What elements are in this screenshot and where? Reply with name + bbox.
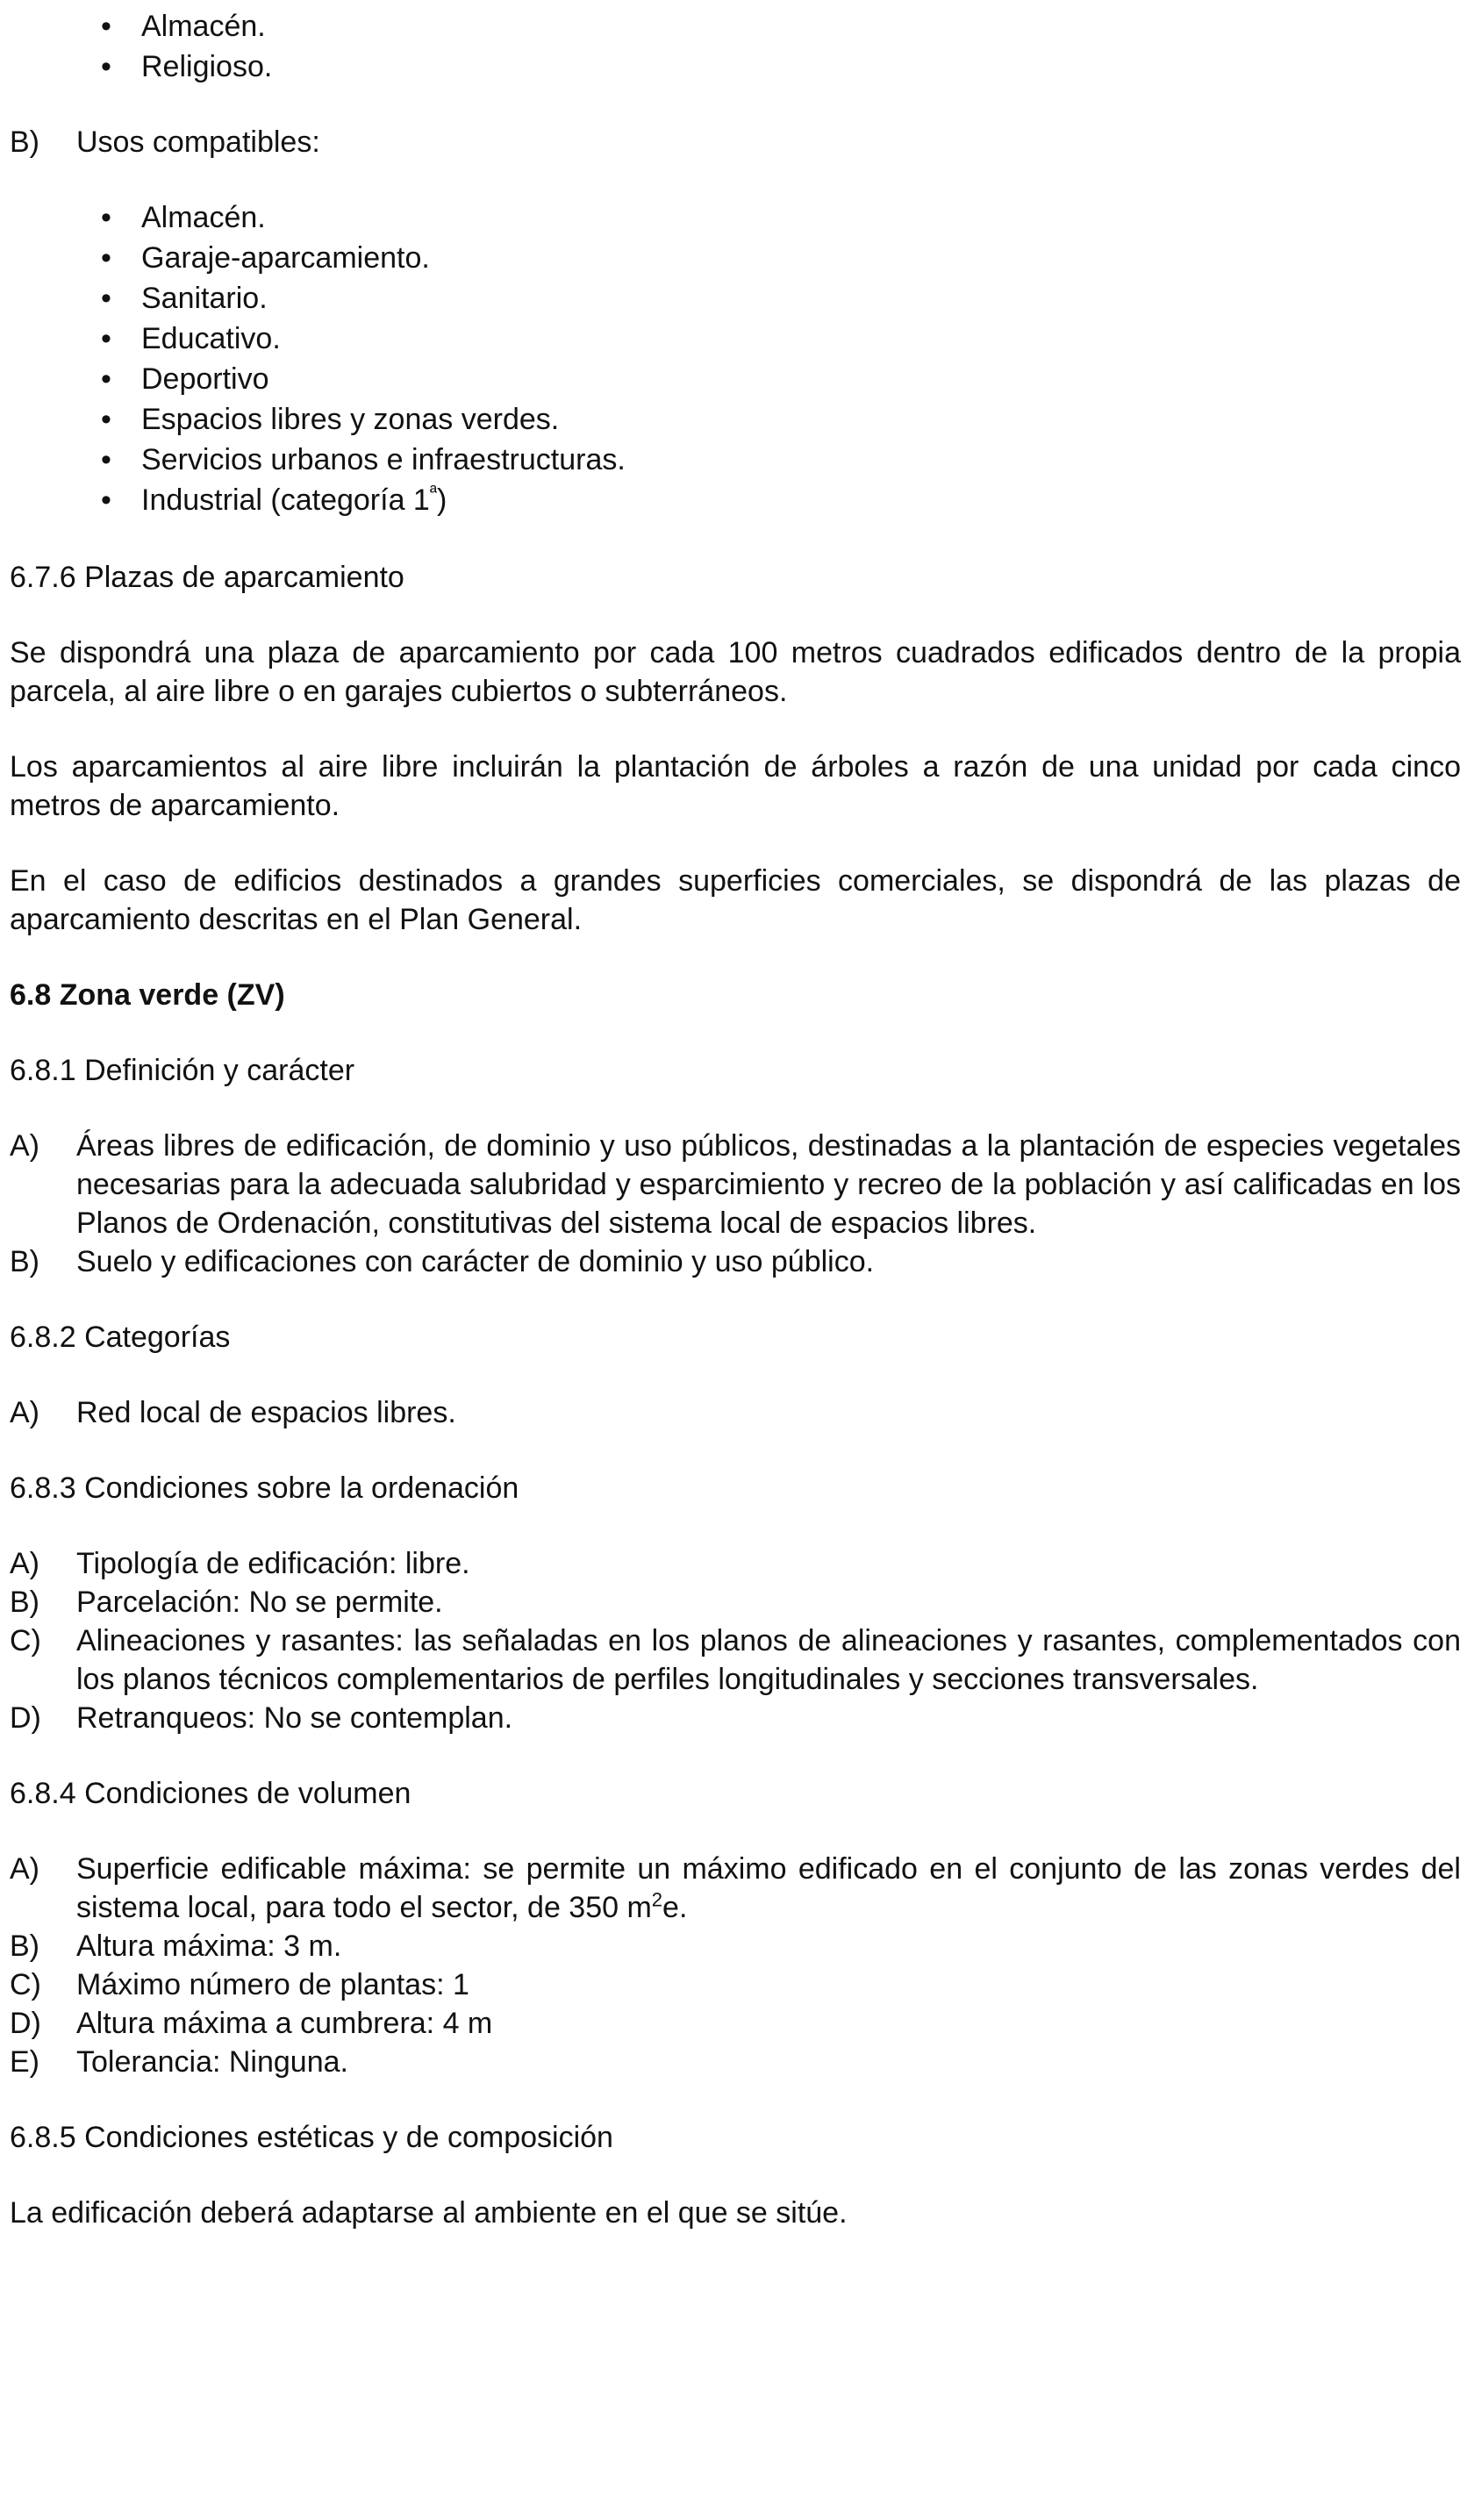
list-item — [10, 279, 1461, 319]
item-key: B) — [10, 125, 39, 159]
item-text-prefix: Superficie edificable máxima: se permite un máximo edificado en el conjunto de las zonas verdes del sistema local, para todo el sector, de 350 m — [76, 1852, 1461, 1924]
item-text: Retranqueos: No se contemplan. — [76, 1701, 513, 1735]
list-item-text: Almacén. — [141, 10, 266, 43]
item-key: A) — [10, 1129, 39, 1163]
lettered-item — [10, 1699, 1461, 1737]
list-item — [10, 7, 1461, 47]
paragraph: En el caso de edificios destinados a grandes superficies comerciales, se dispondrá de las plazas de aparcamiento descritas en el Plan General. — [10, 864, 1461, 936]
bullet-icon: • — [101, 443, 111, 476]
bullet-icon: • — [101, 10, 111, 43]
item-text: Alineaciones y rasantes: las señaladas en los planos de alineaciones y rasantes, complementados con los planos técnicos complementarios de perfiles longitudinales y secciones transversales. — [76, 1624, 1461, 1696]
item-text: Tipología de edificación: libre. — [76, 1547, 470, 1580]
usos-compatibles-label — [10, 123, 1461, 161]
item-key: A) — [10, 1396, 39, 1429]
lettered-item — [10, 1393, 1461, 1432]
list-item-text: Garaje-aparcamiento. — [141, 241, 430, 275]
item-key: B) — [10, 1245, 39, 1278]
paragraph: La edificación deberá adaptarse al ambiente en el que se sitúe. — [10, 2196, 848, 2230]
document-page — [10, 7, 1461, 2232]
item-key: D) — [10, 1701, 41, 1735]
item-text-suffix: e. — [662, 1891, 688, 1924]
list-item-text — [141, 483, 447, 517]
list-item — [10, 400, 1461, 440]
lettered-list-6-8-4 — [10, 1850, 1461, 2081]
list-item — [10, 239, 1461, 279]
item-key: A) — [10, 1852, 39, 1886]
item-text: Altura máxima: 3 m. — [76, 1929, 342, 1963]
paragraph: Los aparcamientos al aire libre incluirán la plantación de árboles a razón de una unidad por cada cinco metros de aparcamiento. — [10, 750, 1461, 822]
section-heading-6-8: 6.8 Zona verde (ZV) — [10, 978, 285, 1012]
list-item-text: Deportivo — [141, 362, 269, 396]
bullet-icon: • — [101, 403, 111, 436]
bullet-icon: • — [101, 362, 111, 396]
bullet-list-top — [10, 7, 1461, 88]
item-text: Máximo número de plantas: 1 — [76, 1968, 469, 2001]
list-item-text-prefix: Industrial (categoría 1 — [141, 483, 430, 517]
item-text: Altura máxima a cumbrera: 4 m — [76, 2007, 493, 2040]
item-text: Áreas libres de edificación, de dominio y uso públicos, destinadas a la plantación de especies vegetales necesarias para la adecuada salubridad y esparcimiento y recreo de la población y así calificadas en los Planos de Ordenación, constitutivas del sistema local de espacios libres. — [76, 1129, 1461, 1240]
lettered-item — [10, 2043, 1461, 2081]
item-key: D) — [10, 2007, 41, 2040]
lettered-item — [10, 1583, 1461, 1622]
bullet-icon: • — [101, 50, 111, 83]
item-key: B) — [10, 1586, 39, 1619]
list-item-text: Servicios urbanos e infraestructuras. — [141, 443, 626, 476]
item-key: E) — [10, 2045, 39, 2079]
lettered-list-6-8-2 — [10, 1393, 1461, 1432]
section-heading-6-8-4: 6.8.4 Condiciones de volumen — [10, 1777, 411, 1810]
bullet-icon: • — [101, 282, 111, 315]
lettered-item — [10, 1242, 1461, 1281]
list-item — [10, 319, 1461, 360]
lettered-item — [10, 1965, 1461, 2004]
section-heading-6-8-2: 6.8.2 Categorías — [10, 1321, 231, 1354]
bullet-icon: • — [101, 483, 111, 517]
item-key: B) — [10, 1929, 39, 1963]
lettered-list-6-8-1 — [10, 1127, 1461, 1281]
item-key: C) — [10, 1624, 41, 1657]
item-text: Usos compatibles: — [76, 125, 320, 159]
item-text: Red local de espacios libres. — [76, 1396, 456, 1429]
item-text: Suelo y edificaciones con carácter de dominio y uso público. — [76, 1245, 875, 1278]
bullet-icon: • — [101, 322, 111, 355]
list-item — [10, 47, 1461, 88]
section-heading-6-8-3: 6.8.3 Condiciones sobre la ordenación — [10, 1471, 519, 1505]
section-heading-6-8-5: 6.8.5 Condiciones estéticas y de composición — [10, 2121, 613, 2154]
bullet-icon: • — [101, 241, 111, 275]
lettered-item — [10, 2004, 1461, 2043]
ordinal-superscript: ª — [429, 481, 437, 504]
item-text — [76, 1852, 1461, 1924]
list-item-text: Educativo. — [141, 322, 281, 355]
section-heading-6-7-6: 6.7.6 Plazas de aparcamiento — [10, 561, 404, 594]
list-item-text: Almacén. — [141, 201, 266, 234]
item-text: Parcelación: No se permite. — [76, 1586, 443, 1619]
bullet-icon: • — [101, 201, 111, 234]
unit-superscript: 2 — [651, 1888, 663, 1911]
item-key: A) — [10, 1547, 39, 1580]
list-item-text: Religioso. — [141, 50, 273, 83]
lettered-item — [10, 1544, 1461, 1583]
list-item — [10, 440, 1461, 481]
list-item-text-suffix: ) — [437, 483, 447, 517]
list-item — [10, 198, 1461, 239]
paragraph: Se dispondrá una plaza de aparcamiento por cada 100 metros cuadrados edificados dentro de la propia parcela, al aire libre o en garajes cubiertos o subterráneos. — [10, 636, 1461, 708]
list-item-text: Sanitario. — [141, 282, 268, 315]
lettered-item — [10, 1622, 1461, 1699]
lettered-item — [10, 1850, 1461, 1927]
section-heading-6-8-1: 6.8.1 Definición y carácter — [10, 1054, 355, 1087]
list-item — [10, 481, 1461, 521]
lettered-list-6-8-3 — [10, 1544, 1461, 1737]
item-text: Tolerancia: Ninguna. — [76, 2045, 348, 2079]
lettered-item — [10, 1127, 1461, 1242]
item-key: C) — [10, 1968, 41, 2001]
bullet-list-usos-compatibles — [10, 198, 1461, 521]
lettered-item — [10, 1927, 1461, 1965]
list-item-text: Espacios libres y zonas verdes. — [141, 403, 560, 436]
list-item — [10, 360, 1461, 400]
